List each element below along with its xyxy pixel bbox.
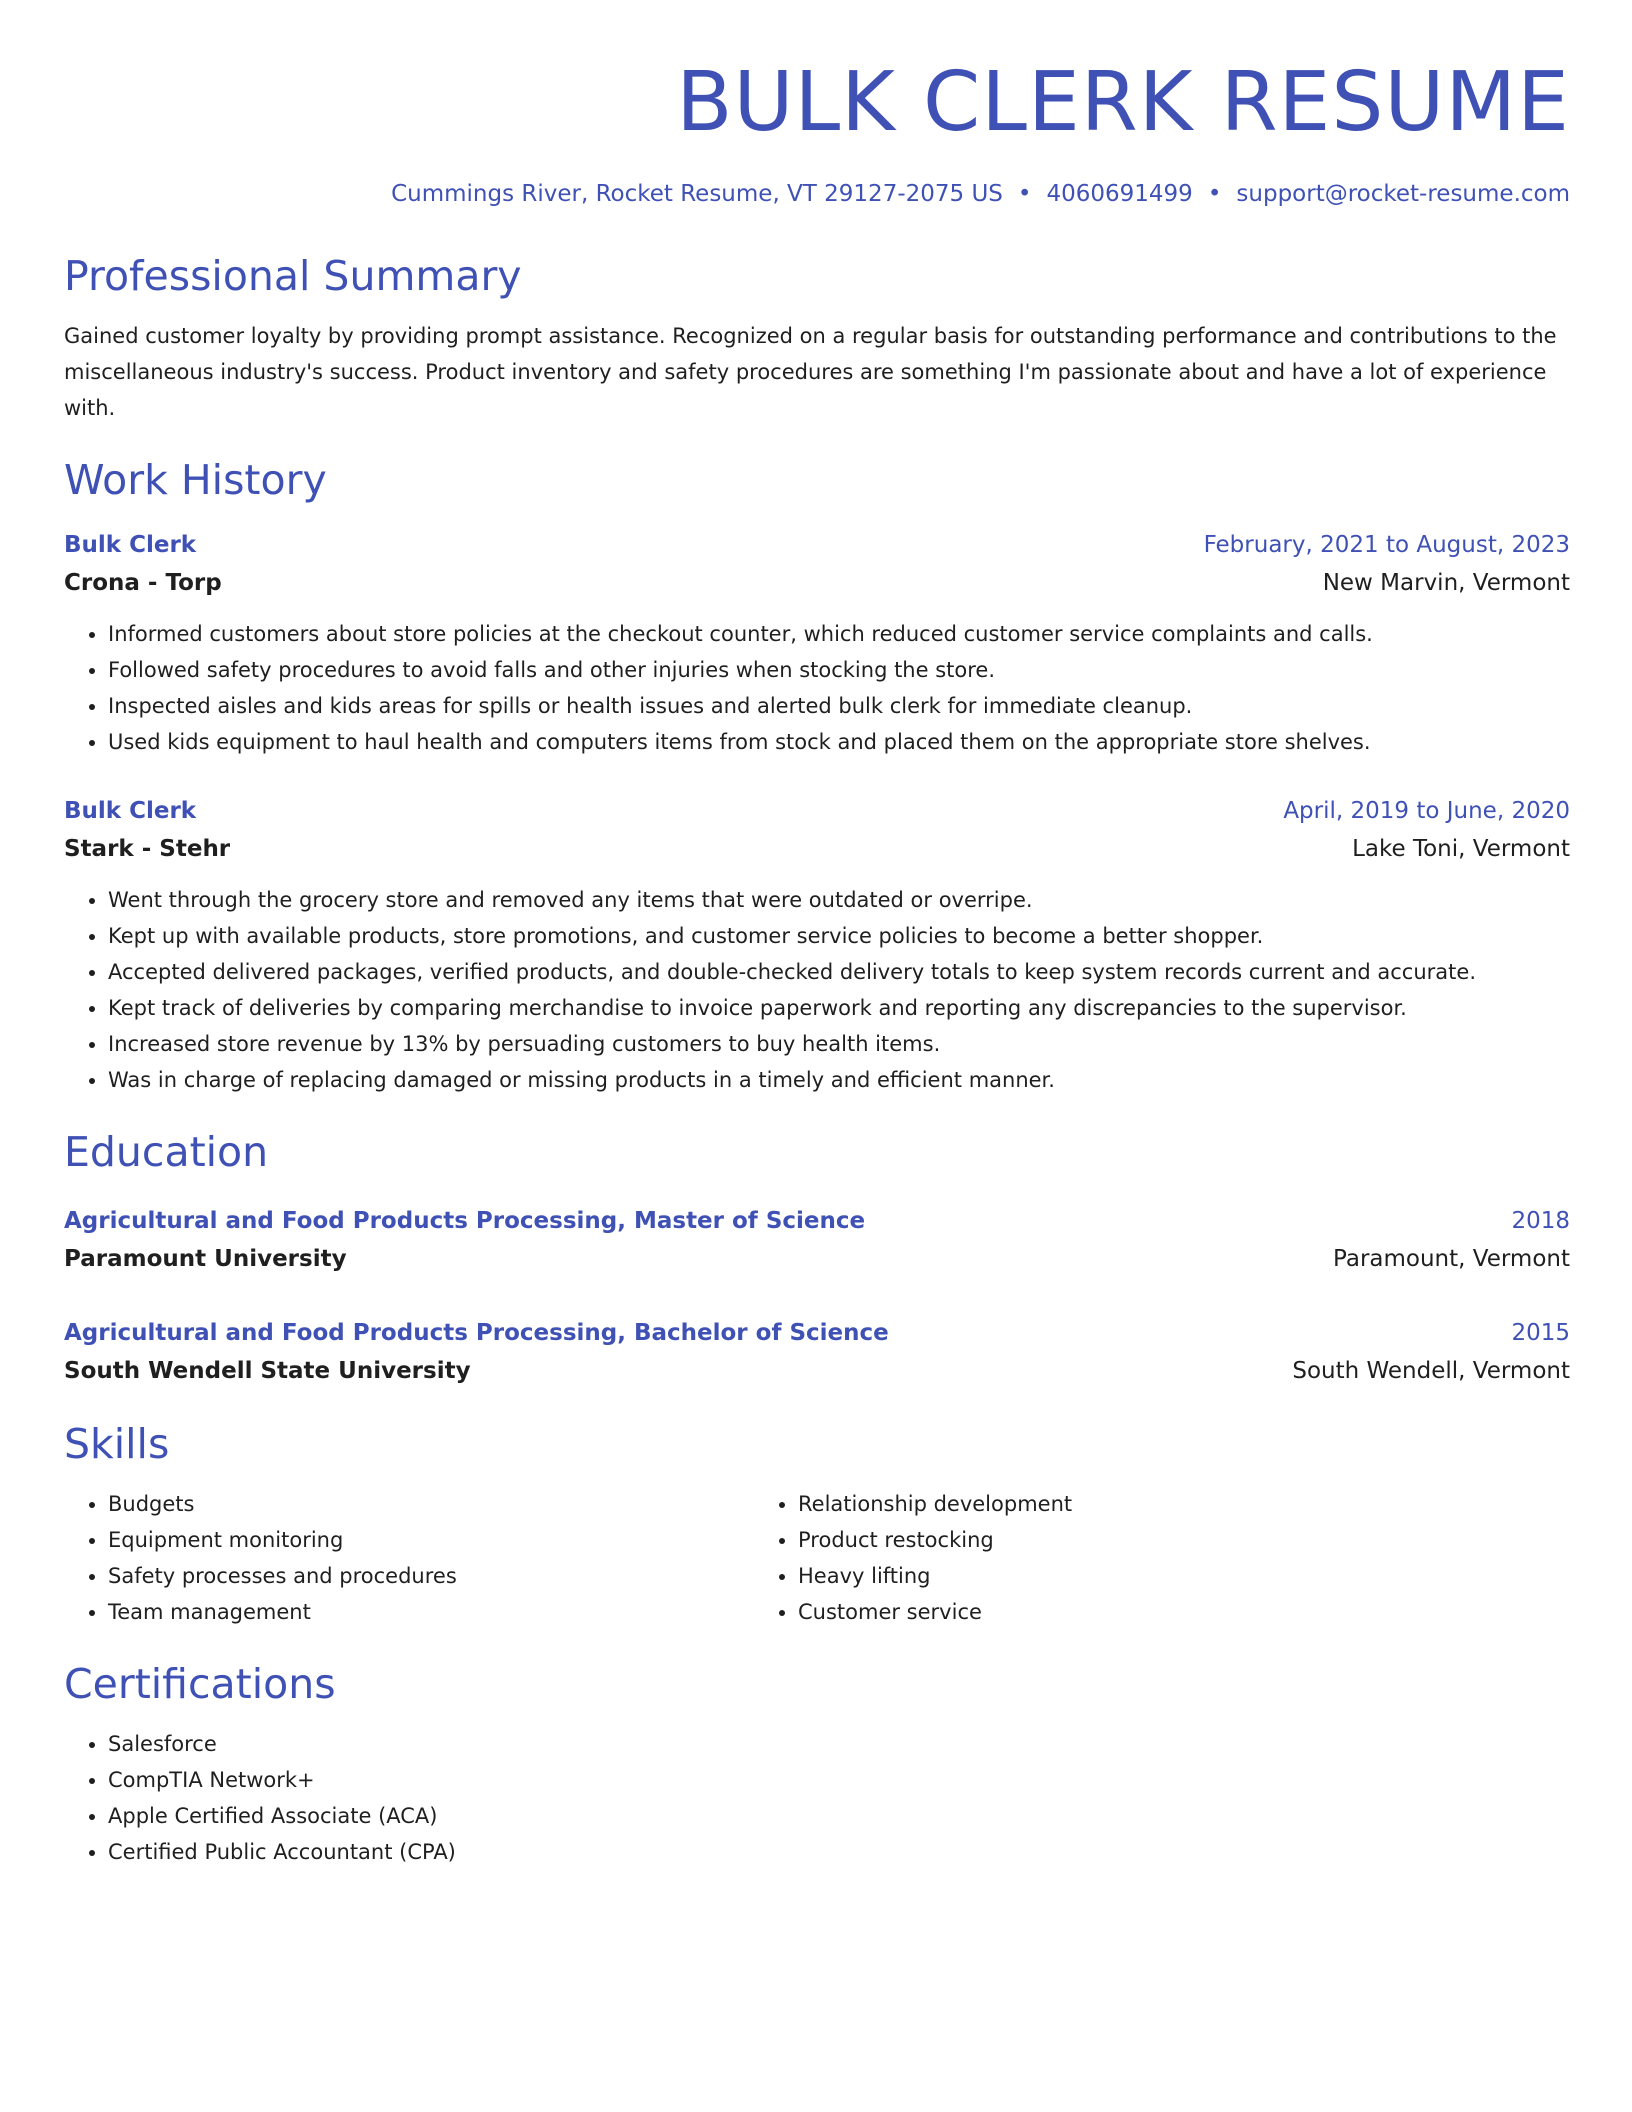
education-heading: Education	[64, 1128, 269, 1176]
education-entry	[64, 1202, 1570, 1278]
education-year: 2018	[1511, 1208, 1570, 1234]
job-company-row	[64, 830, 1570, 868]
summary-text: Gained customer loyalty by providing prompt assistance. Recognized on a regular basis for outstanding performance and contributions to the miscellaneous industry's success. Product inventory and safety procedures are something I'm passionate about and have a lot of experience with.	[64, 324, 1557, 420]
job-bullet: • Kept track of deliveries by comparing merchandise to invoice paperwork and reporting any discrepancies to the supervisor.	[108, 990, 1570, 1026]
job-company-row	[64, 564, 1570, 602]
job-title: Bulk Clerk	[64, 798, 197, 824]
job-entry	[64, 526, 1570, 760]
certification-item: • Certified Public Accountant (CPA)	[108, 1834, 1570, 1870]
education-location: South Wendell, Vermont	[1292, 1358, 1570, 1384]
job-bullet: • Informed customers about store policies at the checkout counter, which reduced customer service complaints and calls.	[108, 616, 1570, 652]
certifications-list	[64, 1726, 1570, 1870]
skills-list-right	[754, 1486, 1454, 1630]
job-bullet: • Inspected aisles and kids areas for spills or health issues and alerted bulk clerk for immediate cleanup.	[108, 688, 1570, 724]
skill-item: • Product restocking	[798, 1522, 1454, 1558]
education-entry	[64, 1314, 1570, 1390]
skill-item: • Team management	[108, 1594, 754, 1630]
job-bullet: • Increased store revenue by 13% by persuading customers to buy health items.	[108, 1026, 1570, 1062]
job-bullet: • Accepted delivered packages, verified products, and double-checked delivery totals to keep system records current and accurate.	[108, 954, 1570, 990]
job-dates: April, 2019 to June, 2020	[1283, 798, 1570, 824]
job-dates: February, 2021 to August, 2023	[1203, 532, 1570, 558]
certification-item: • Apple Certified Associate (ACA)	[108, 1798, 1570, 1834]
education-institution: South Wendell State University	[64, 1358, 471, 1384]
skill-item: • Customer service	[798, 1594, 1454, 1630]
skill-item: • Heavy lifting	[798, 1558, 1454, 1594]
skills-heading: Skills	[64, 1420, 170, 1468]
education-institution-row	[64, 1240, 1570, 1278]
job-bullet-list	[64, 882, 1570, 1098]
skill-item: • Relationship development	[798, 1486, 1454, 1522]
skill-item: • Safety processes and procedures	[108, 1558, 754, 1594]
job-title: Bulk Clerk	[64, 532, 197, 558]
education-header-row	[64, 1314, 1570, 1352]
job-header-row	[64, 526, 1570, 564]
job-location: New Marvin, Vermont	[1322, 570, 1570, 596]
contact-separator: •	[1017, 181, 1032, 207]
contact-phone: 4060691499	[1046, 181, 1193, 207]
education-location: Paramount, Vermont	[1333, 1246, 1570, 1272]
skill-item: • Equipment monitoring	[108, 1522, 754, 1558]
job-bullet: • Went through the grocery store and removed any items that were outdated or overripe.	[108, 882, 1570, 918]
contact-address: Cummings River, Rocket Resume, VT 29127-2075 US	[391, 181, 1003, 207]
education-institution: Paramount University	[64, 1246, 347, 1272]
education-degree: Agricultural and Food Products Processing, Bachelor of Science	[64, 1320, 889, 1346]
work-history-heading: Work History	[64, 456, 327, 504]
skills-grid	[64, 1486, 1570, 1630]
education-year: 2015	[1511, 1320, 1570, 1346]
job-company: Crona - Torp	[64, 570, 222, 596]
certifications-heading: Certifications	[64, 1660, 336, 1708]
summary-heading: Professional Summary	[64, 252, 522, 300]
skills-list-left	[64, 1486, 754, 1630]
certification-item: • Salesforce	[108, 1726, 1570, 1762]
job-bullet: • Used kids equipment to haul health and computers items from stock and placed them on the appropriate store shelves.	[108, 724, 1570, 760]
job-bullet: • Followed safety procedures to avoid falls and other injuries when stocking the store.	[108, 652, 1570, 688]
education-degree: Agricultural and Food Products Processing, Master of Science	[64, 1208, 866, 1234]
job-bullet: • Kept up with available products, store promotions, and customer service policies to become a better shopper.	[108, 918, 1570, 954]
education-header-row	[64, 1202, 1570, 1240]
resume-header	[64, 48, 1570, 210]
job-header-row	[64, 792, 1570, 830]
certification-item: • CompTIA Network+	[108, 1762, 1570, 1798]
contact-email: support@rocket-resume.com	[1236, 181, 1570, 207]
job-company: Stark - Stehr	[64, 836, 231, 862]
contact-line	[64, 178, 1570, 210]
skill-item: • Budgets	[108, 1486, 754, 1522]
job-location: Lake Toni, Vermont	[1352, 836, 1570, 862]
job-bullet-list	[64, 616, 1570, 760]
resume-title: BULK CLERK RESUME	[676, 55, 1570, 150]
education-institution-row	[64, 1352, 1570, 1390]
job-entry	[64, 792, 1570, 1098]
job-bullet: • Was in charge of replacing damaged or missing products in a timely and efficient manner.	[108, 1062, 1570, 1098]
contact-separator: •	[1207, 181, 1222, 207]
